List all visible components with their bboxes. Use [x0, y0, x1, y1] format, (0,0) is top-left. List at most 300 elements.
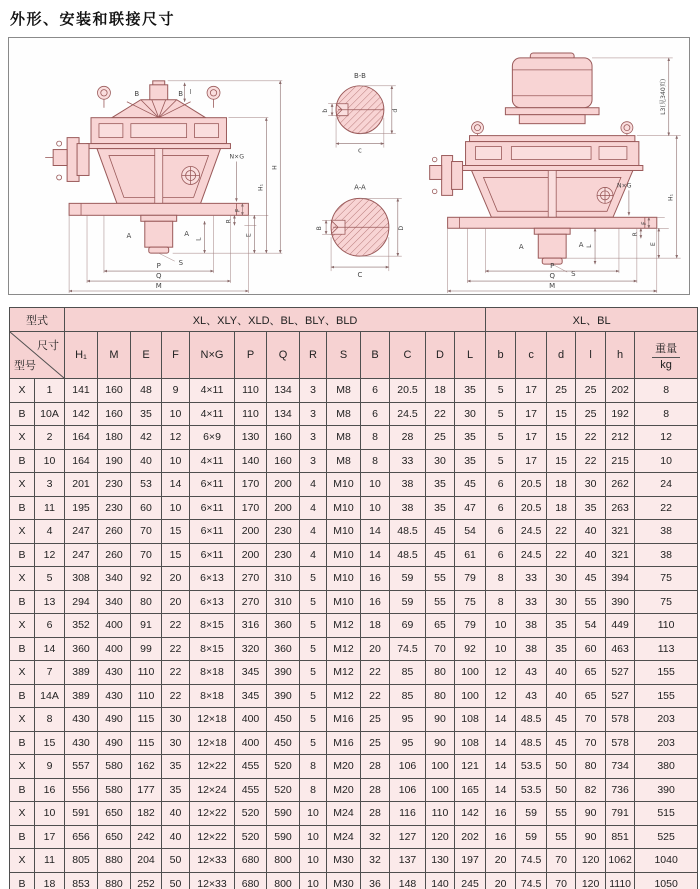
table-cell: 59: [516, 802, 547, 826]
table-cell: 6×13: [190, 567, 235, 591]
weight-header: [635, 332, 698, 379]
table-cell: 16: [486, 802, 516, 826]
table-cell: 3: [300, 449, 327, 473]
table-cell: 20.5: [390, 379, 426, 403]
table-cell: 1: [35, 379, 65, 403]
table-cell: 5: [300, 708, 327, 732]
table-cell: 85: [390, 661, 426, 685]
table-cell: 115: [131, 731, 162, 755]
table-cell: 10: [35, 802, 65, 826]
table-cell: M30: [327, 872, 361, 889]
table-cell: X: [10, 614, 35, 638]
table-cell: 35: [162, 778, 190, 802]
table-cell: 65: [576, 684, 606, 708]
table-cell: 14: [486, 708, 516, 732]
table-cell: 45: [547, 731, 576, 755]
table-cell: 14: [162, 473, 190, 497]
table-cell: 6×11: [190, 496, 235, 520]
table-cell: B: [10, 496, 35, 520]
table-cell: 15: [547, 426, 576, 450]
table-cell: 12×18: [190, 731, 235, 755]
table-cell: 32: [361, 825, 390, 849]
table-cell: 17: [516, 426, 547, 450]
table-cell: 10: [162, 402, 190, 426]
dim-label-P: P: [550, 262, 555, 271]
table-body: [10, 379, 698, 889]
table-cell: 90: [576, 825, 606, 849]
table-cell: 40: [131, 449, 162, 473]
table-cell: 1050: [635, 872, 698, 889]
col-header: h: [606, 332, 635, 379]
table-cell: 99: [131, 637, 162, 661]
table-cell: 35: [455, 379, 486, 403]
table-cell: 130: [235, 426, 267, 450]
table-cell: 557: [65, 755, 98, 779]
table-cell: 30: [162, 731, 190, 755]
table-cell: 3: [300, 426, 327, 450]
table-cell: 525: [635, 825, 698, 849]
table-cell: 8: [35, 708, 65, 732]
table-cell: 22: [635, 496, 698, 520]
table-cell: 108: [455, 731, 486, 755]
table-cell: M30: [327, 849, 361, 873]
table-cell: 430: [98, 661, 131, 685]
table-cell: 74.5: [516, 849, 547, 873]
table-cell: 110: [131, 661, 162, 685]
table-cell: 5: [486, 402, 516, 426]
table-cell: 20: [361, 637, 390, 661]
table-cell: 200: [267, 473, 300, 497]
table-cell: 24.5: [516, 520, 547, 544]
table-row: [10, 614, 698, 638]
table-cell: 38: [635, 520, 698, 544]
table-cell: 70: [131, 543, 162, 567]
table-cell: 35: [547, 637, 576, 661]
table-cell: M12: [327, 684, 361, 708]
dim-label-l-small: l: [189, 88, 192, 96]
dimension-table: [9, 307, 698, 889]
table-cell: 110: [635, 614, 698, 638]
table-cell: 17: [35, 825, 65, 849]
table-cell: 25: [576, 402, 606, 426]
table-cell: 65: [576, 661, 606, 685]
table-cell: 120: [426, 825, 455, 849]
col-header: L: [455, 332, 486, 379]
table-cell: 520: [267, 755, 300, 779]
table-cell: 11: [35, 496, 65, 520]
table-cell: 6: [486, 543, 516, 567]
table-cell: 33: [390, 449, 426, 473]
table-row: [10, 802, 698, 826]
table-cell: 110: [235, 379, 267, 403]
dim-label-Q: Q: [155, 272, 162, 281]
table-cell: 17: [516, 379, 547, 403]
table-cell: 242: [131, 825, 162, 849]
table-cell: 28: [361, 755, 390, 779]
table-cell: 33: [516, 590, 547, 614]
table-cell: 22: [361, 684, 390, 708]
table-cell: 120: [576, 849, 606, 873]
dim-label-b: b: [322, 108, 330, 113]
table-cell: 53.5: [516, 778, 547, 802]
table-cell: 18: [547, 473, 576, 497]
table-cell: 110: [131, 684, 162, 708]
table-cell: 520: [235, 802, 267, 826]
dimension-drawings: [9, 38, 689, 294]
table-cell: 321: [606, 520, 635, 544]
dim-label-R: R: [225, 219, 233, 224]
table-row: [10, 473, 698, 497]
table-cell: 1110: [606, 872, 635, 889]
table-cell: 120: [576, 872, 606, 889]
table-cell: 262: [606, 473, 635, 497]
table-cell: B: [10, 402, 35, 426]
table-cell: 15: [35, 731, 65, 755]
corner-header: [10, 332, 65, 379]
col-header: Q: [267, 332, 300, 379]
table-cell: 30: [547, 590, 576, 614]
table-cell: 110: [426, 802, 455, 826]
table-cell: 390: [635, 778, 698, 802]
table-cell: 13: [35, 590, 65, 614]
table-cell: 6: [486, 496, 516, 520]
table-cell: 100: [426, 755, 455, 779]
table-cell: 100: [455, 661, 486, 685]
table-cell: 203: [635, 731, 698, 755]
col-header: M: [98, 332, 131, 379]
dim-label-b-section: B: [134, 89, 140, 98]
table-cell: 14: [361, 543, 390, 567]
table-cell: 390: [606, 590, 635, 614]
table-cell: 48.5: [390, 520, 426, 544]
table-cell: 5: [486, 379, 516, 403]
table-cell: 5: [300, 614, 327, 638]
dim-label-b-section: B: [178, 89, 184, 98]
table-cell: 5: [300, 590, 327, 614]
table-cell: 320: [235, 637, 267, 661]
dim-label-c: c: [358, 146, 362, 155]
table-row: [10, 520, 698, 544]
table-cell: 8: [300, 755, 327, 779]
table-cell: 30: [576, 473, 606, 497]
table-cell: 20: [486, 872, 516, 889]
table-cell: 1062: [606, 849, 635, 873]
table-cell: 35: [426, 496, 455, 520]
table-cell: 180: [98, 426, 131, 450]
table-cell: M8: [327, 449, 361, 473]
table-cell: 4: [300, 496, 327, 520]
table-cell: X: [10, 849, 35, 873]
table-cell: 70: [426, 637, 455, 661]
table-cell: 18: [35, 872, 65, 889]
table-cell: 40: [576, 543, 606, 567]
table-cell: 736: [606, 778, 635, 802]
table-row: [10, 402, 698, 426]
table-cell: 10: [361, 496, 390, 520]
table-cell: 6×13: [190, 590, 235, 614]
table-cell: 591: [65, 802, 98, 826]
table-cell: 6: [361, 379, 390, 403]
left-view: [45, 81, 282, 293]
table-cell: 24: [635, 473, 698, 497]
table-cell: 590: [267, 802, 300, 826]
table-cell: 204: [131, 849, 162, 873]
dim-label-L3: L3(见340页): [659, 78, 667, 115]
table-cell: M10: [327, 520, 361, 544]
table-cell: 580: [98, 755, 131, 779]
table-cell: 24.5: [516, 543, 547, 567]
dim-label-a-section: A: [518, 243, 524, 252]
table-cell: 43: [516, 684, 547, 708]
table-cell: 160: [98, 379, 131, 403]
table-cell: M8: [327, 426, 361, 450]
dim-label-M: M: [155, 282, 162, 291]
table-cell: 590: [267, 825, 300, 849]
table-cell: M20: [327, 778, 361, 802]
right-view: [430, 53, 681, 293]
table-cell: X: [10, 567, 35, 591]
dim-label-B-sec: B: [316, 226, 324, 231]
table-cell: 30: [455, 402, 486, 426]
table-cell: 22: [162, 637, 190, 661]
table-cell: 40: [547, 684, 576, 708]
table-cell: 10: [300, 849, 327, 873]
table-cell: 79: [455, 567, 486, 591]
col-header: F: [162, 332, 190, 379]
table-cell: 10: [361, 473, 390, 497]
table-cell: 400: [235, 731, 267, 755]
table-cell: 82: [576, 778, 606, 802]
table-cell: 6: [486, 473, 516, 497]
table-cell: 8×18: [190, 684, 235, 708]
table-cell: B: [10, 825, 35, 849]
table-cell: 140: [426, 872, 455, 889]
table-cell: 8: [635, 402, 698, 426]
table-cell: 162: [131, 755, 162, 779]
table-cell: 463: [606, 637, 635, 661]
table-cell: 12×24: [190, 778, 235, 802]
dim-label-E: E: [649, 242, 657, 247]
table-cell: B: [10, 543, 35, 567]
table-cell: 121: [455, 755, 486, 779]
dim-label-H: H: [271, 165, 279, 170]
table-cell: 8: [486, 590, 516, 614]
table-cell: 400: [98, 614, 131, 638]
table-cell: 40: [162, 802, 190, 826]
table-cell: 38: [635, 543, 698, 567]
table-cell: 791: [606, 802, 635, 826]
table-cell: 38: [516, 637, 547, 661]
table-cell: 22: [547, 543, 576, 567]
table-cell: 15: [162, 543, 190, 567]
table-cell: 800: [267, 849, 300, 873]
table-cell: 263: [606, 496, 635, 520]
table-cell: 30: [162, 708, 190, 732]
table-cell: 4: [300, 473, 327, 497]
table-cell: 35: [162, 755, 190, 779]
table-cell: M12: [327, 661, 361, 685]
table-cell: 148: [390, 872, 426, 889]
table-cell: M8: [327, 379, 361, 403]
table-cell: 340: [98, 590, 131, 614]
table-cell: M24: [327, 802, 361, 826]
type-header: 型式: [10, 308, 65, 332]
table-cell: 12×22: [190, 825, 235, 849]
table-cell: 8×15: [190, 614, 235, 638]
table-cell: 50: [547, 778, 576, 802]
table-cell: 12×22: [190, 802, 235, 826]
table-cell: 680: [235, 849, 267, 873]
table-cell: 48.5: [516, 731, 547, 755]
table-cell: 15: [547, 402, 576, 426]
dim-label-P: P: [156, 262, 161, 271]
table-cell: M10: [327, 496, 361, 520]
table-cell: 10: [300, 872, 327, 889]
table-cell: 25: [361, 708, 390, 732]
table-cell: 400: [235, 708, 267, 732]
table-cell: 60: [131, 496, 162, 520]
weight-label: 重量: [652, 340, 680, 358]
table-row: [10, 590, 698, 614]
table-row: [10, 708, 698, 732]
table-cell: 80: [426, 661, 455, 685]
table-cell: 252: [131, 872, 162, 889]
table-cell: 75: [455, 590, 486, 614]
table-cell: 14: [486, 778, 516, 802]
table-cell: 449: [606, 614, 635, 638]
table-cell: 50: [547, 755, 576, 779]
table-cell: 200: [267, 496, 300, 520]
table-cell: 394: [606, 567, 635, 591]
table-cell: 16: [361, 567, 390, 591]
dim-label-L: L: [586, 244, 594, 248]
table-cell: 1040: [635, 849, 698, 873]
table-cell: 197: [455, 849, 486, 873]
table-row: [10, 825, 698, 849]
table-cell: 25: [576, 379, 606, 403]
table-cell: 6: [35, 614, 65, 638]
table-cell: 734: [606, 755, 635, 779]
table-cell: 18: [426, 379, 455, 403]
table-row: [10, 849, 698, 873]
col-header: c: [516, 332, 547, 379]
table-cell: 192: [606, 402, 635, 426]
table-cell: 12×18: [190, 708, 235, 732]
table-cell: 9: [162, 379, 190, 403]
table-cell: 520: [267, 778, 300, 802]
dim-label-nxg: N×G: [229, 153, 245, 161]
table-cell: 14: [361, 520, 390, 544]
table-cell: 6: [361, 402, 390, 426]
dim-label-E: E: [245, 233, 253, 238]
weight-unit: kg: [660, 358, 672, 371]
table-cell: 390: [267, 661, 300, 685]
table-cell: 4×11: [190, 402, 235, 426]
table-cell: 12: [635, 426, 698, 450]
table-cell: 352: [65, 614, 98, 638]
table-cell: 12: [162, 426, 190, 450]
table-cell: 3: [35, 473, 65, 497]
table-cell: 108: [455, 708, 486, 732]
table-cell: 450: [267, 708, 300, 732]
table-cell: B: [10, 778, 35, 802]
table-cell: 270: [235, 567, 267, 591]
table-cell: 5: [486, 449, 516, 473]
table-cell: 10: [486, 614, 516, 638]
table-cell: 35: [576, 496, 606, 520]
table-cell: X: [10, 473, 35, 497]
table-cell: M10: [327, 567, 361, 591]
table-cell: 55: [547, 825, 576, 849]
table-cell: 5: [300, 731, 327, 755]
table-cell: 100: [455, 684, 486, 708]
table-cell: M16: [327, 708, 361, 732]
table-cell: 28: [361, 802, 390, 826]
table-cell: 390: [267, 684, 300, 708]
table-cell: X: [10, 426, 35, 450]
table-cell: 4: [300, 520, 327, 544]
table-cell: 360: [65, 637, 98, 661]
table-cell: 70: [547, 872, 576, 889]
table-cell: 20: [486, 849, 516, 873]
table-cell: 45: [576, 567, 606, 591]
table-cell: 22: [162, 614, 190, 638]
table-cell: 230: [98, 473, 131, 497]
dim-label-H1: H₁: [667, 193, 675, 201]
table-cell: 316: [235, 614, 267, 638]
table-cell: 40: [547, 661, 576, 685]
table-cell: 310: [267, 567, 300, 591]
dim-label-D: D: [397, 225, 405, 231]
table-cell: M10: [327, 473, 361, 497]
table-cell: 32: [361, 849, 390, 873]
table-cell: 177: [131, 778, 162, 802]
table-row: [10, 379, 698, 403]
table-cell: 25: [426, 426, 455, 450]
table-cell: 389: [65, 661, 98, 685]
table-cell: 12: [486, 661, 516, 685]
group-header-xl-bl: XL、BL: [486, 308, 698, 332]
table-cell: 5: [300, 567, 327, 591]
col-header: b: [486, 332, 516, 379]
table-cell: 48.5: [516, 708, 547, 732]
table-cell: 22: [576, 449, 606, 473]
table-cell: 75: [635, 590, 698, 614]
table-cell: 95: [390, 731, 426, 755]
table-cell: 527: [606, 661, 635, 685]
table-cell: 43: [516, 661, 547, 685]
table-cell: X: [10, 802, 35, 826]
table-cell: 230: [267, 520, 300, 544]
table-cell: X: [10, 708, 35, 732]
table-cell: 22: [162, 684, 190, 708]
table-cell: 294: [65, 590, 98, 614]
table-row: [10, 684, 698, 708]
table-cell: 16: [35, 778, 65, 802]
table-cell: 8: [486, 567, 516, 591]
table-cell: 15: [162, 520, 190, 544]
table-cell: 880: [98, 872, 131, 889]
table-cell: 25: [361, 731, 390, 755]
dim-label-R: R: [631, 232, 639, 237]
table-cell: 8: [361, 426, 390, 450]
table-cell: 490: [98, 708, 131, 732]
table-cell: 14: [486, 731, 516, 755]
table-cell: 141: [65, 379, 98, 403]
dim-label-a-section: A: [578, 241, 584, 250]
table-cell: 14: [35, 637, 65, 661]
col-header: N×G: [190, 332, 235, 379]
